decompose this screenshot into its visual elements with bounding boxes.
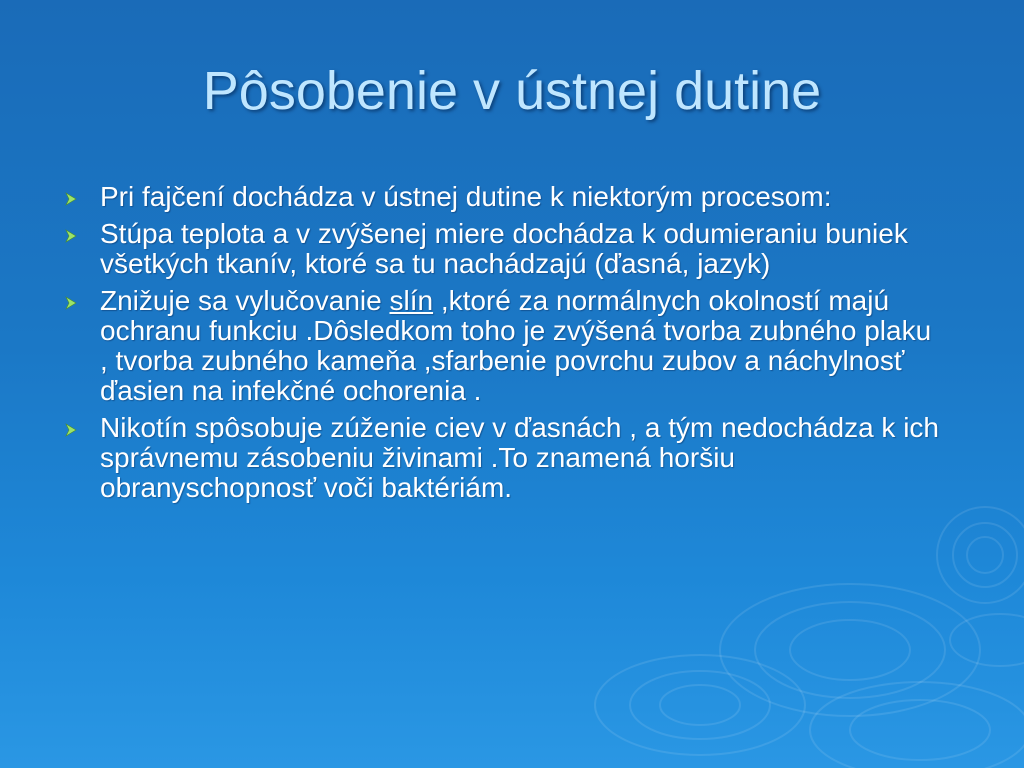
bullet-item: [100, 219, 945, 279]
bullet-text-after-link: ,ktoré za normálnych okolností majú ochranu funkciu .Dôsledkom toho je zvýšená tvorba zubného plaku , tvorba zubného kameňa ,sfarbenie povrchu zubov a náchylnosť ďasien na infekčné ochorenia .: [100, 285, 932, 406]
bullet-item: [100, 182, 945, 212]
bullet-item: [100, 413, 945, 503]
arrowhead-bullet-icon: [64, 423, 78, 437]
bullet-text: Pri fajčení dochádza v ústnej dutine k niektorým procesom:: [100, 181, 832, 212]
arrowhead-bullet-icon: [64, 296, 78, 310]
bullet-text: Stúpa teplota a v zvýšenej miere dochádza k odumieraniu buniek všetkých tkanív, ktoré sa tu nachádzajú (ďasná, jazyk): [100, 218, 908, 279]
slide-title: Pôsobenie v ústnej dutine: [202, 61, 822, 121]
arrowhead-bullet-icon: [64, 229, 78, 243]
bullet-text-before-link: Znižuje sa vylučovanie: [100, 285, 390, 316]
bullet-list: [100, 182, 945, 510]
bullet-text: Nikotín spôsobuje zúženie ciev v ďasnách , a tým nedochádza k ich správnemu zásobeniu živinami .To znamená horšiu obranyschopnosť voči baktériám.: [100, 412, 940, 503]
slin-link[interactable]: slín: [389, 285, 434, 316]
arrowhead-bullet-icon: [64, 192, 78, 206]
bullet-item: [100, 286, 945, 406]
